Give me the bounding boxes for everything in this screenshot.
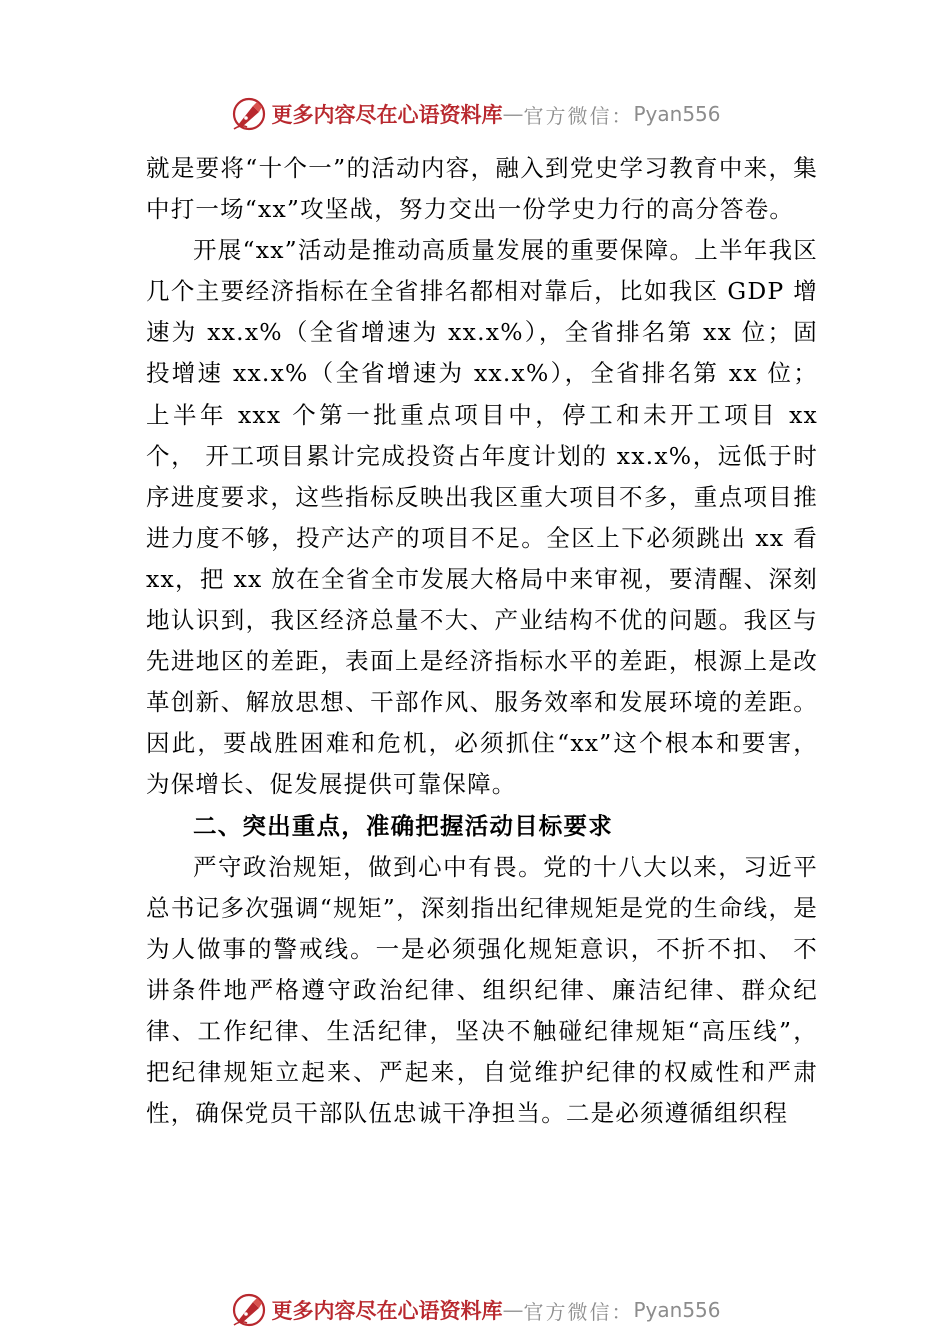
- watermark-wechat-label: 官方微信：: [523, 103, 634, 128]
- watermark-dash: —: [502, 102, 524, 126]
- watermark-title: 更多内容尽在心语资料库: [271, 102, 503, 127]
- watermark-wechat-id: Pyan556: [633, 102, 721, 126]
- footer-watermark-banner: [0, 1288, 950, 1332]
- watermark-wechat-label: 官方微信：: [523, 1299, 634, 1324]
- document-body: [146, 148, 818, 1134]
- section-heading: 二、突出重点，准确把握活动目标要求: [193, 811, 613, 840]
- paragraph-political-rules: 严守政治规矩，做到心中有畏。党的十八大以来，习近平总书记多次强调“规矩”，深刻指出纪律规矩是党的生命线，是为人做事的警戒线。一是必须强化规矩意识，不折不扣、 不讲条件地严格遵守政治纪律、组织纪律、廉洁纪律、群众纪律、工作纪律、生活纪律，坚决不触碰纪律规矩“高压线”， 把纪律规矩立起来、严起来，自觉维护纪律的权威性和严肃性，确保党员干部队伍忠诚干净担当。二是必须遵循组织程: [146, 852, 818, 1128]
- watermark-dash: —: [502, 1298, 524, 1322]
- paragraph-quality-development: 开展“xx”活动是推动高质量发展的重要保障。上半年我区几个主要经济指标在全省排名都相对靠后，比如我区 GDP 增速为 xx.x%（全省增速为 xx.x%），全省排名第 xx 位；固投增速 xx.x%（全省增速为 xx.x%），全省排名第 xx 位；上半年 xxx 个第一批重点项目中，停工和未开工项目 xx 个， 开工项目累计完成投资占年度计划的 xx.x%，远低于时序进度要求，这些指标反映出我区重大项目不多，重点项目推进力度不够，投产达产的项目不足。全区上下必须跳出 xx 看 xx，把 xx 放在全省全市发展大格局中来审视，要清醒、深刻地认识到，我区经济总量不大、产业结构不优的问题。我区与先进地区的差距，表面上是经济指标水平的差距，根源上是改革创新、解放思想、干部作风、服务效率和发展环境的差距。因此，要战胜困难和危机，必须抓住“xx”这个根本和要害，为保增长、促发展提供可靠保障。: [146, 236, 818, 799]
- watermark-title: 更多内容尽在心语资料库: [271, 1298, 503, 1323]
- header-watermark-banner: [0, 92, 950, 136]
- paragraph-continuation: 就是要将“十个一”的活动内容，融入到党史学习教育中来，集中打一场“xx”攻坚战，努力交出一份学史力行的高分答卷。: [146, 154, 818, 224]
- watermark-wechat-id: Pyan556: [633, 1298, 721, 1322]
- pen-nib-logo-icon: [229, 1290, 269, 1330]
- pen-nib-logo-icon: [229, 94, 269, 134]
